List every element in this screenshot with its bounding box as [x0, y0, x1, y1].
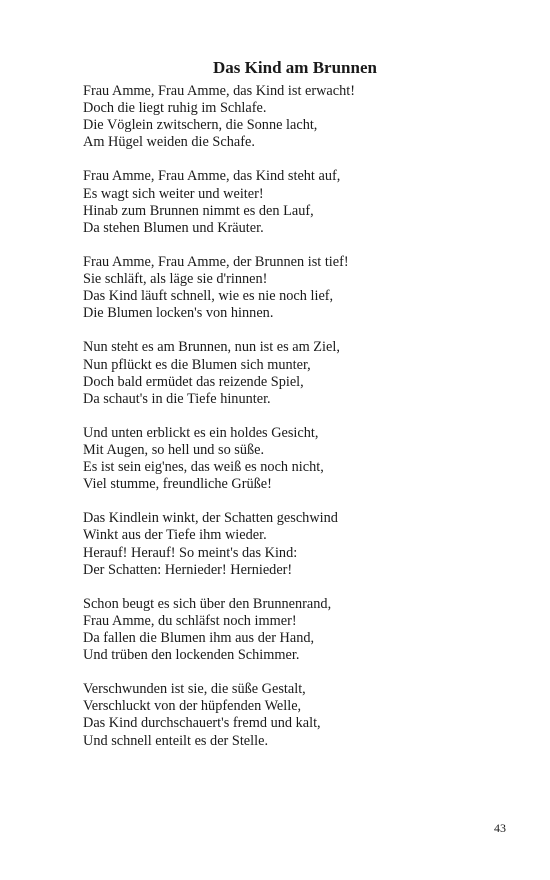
- verse-line: Da stehen Blumen und Kräuter.: [83, 219, 264, 236]
- verse-line: Nun pflückt es die Blumen sich munter,: [83, 356, 311, 373]
- stanza: [83, 168, 355, 236]
- stanza: [83, 339, 355, 407]
- stanza: [83, 254, 355, 322]
- verse-line: Winkt aus der Tiefe ihm wieder.: [83, 527, 267, 544]
- verse-line: Das Kind läuft schnell, wie es nie noch lief,: [83, 288, 334, 305]
- verse-line: Schon beugt es sich über den Brunnenrand,: [83, 595, 332, 612]
- verse-line: Viel stumme, freundliche Grüße!: [83, 476, 272, 493]
- stanza: [83, 596, 355, 664]
- stanza: [83, 681, 355, 749]
- verse-line: Frau Amme, Frau Amme, das Kind steht auf,: [83, 168, 341, 185]
- verse-line: Die Blumen locken's von hinnen.: [83, 305, 274, 322]
- verse-line: Und unten erblickt es ein holdes Gesicht,: [83, 424, 319, 441]
- verse-line: Sie schläft, als läge sie d'rinnen!: [83, 271, 268, 288]
- verse-line: Die Vöglein zwitschern, die Sonne lacht,: [83, 117, 318, 134]
- verse-line: Das Kind durchschauert's fremd und kalt,: [83, 715, 321, 732]
- verse-line: Und trüben den lockenden Schimmer.: [83, 647, 300, 664]
- verse-line: Mit Augen, so hell und so süße.: [83, 441, 265, 458]
- verse-line: Frau Amme, Frau Amme, das Kind ist erwacht!: [83, 83, 355, 99]
- verse-line: Da fallen die Blumen ihm aus der Hand,: [83, 630, 315, 646]
- verse-line: Frau Amme, du schläfst noch immer!: [83, 612, 297, 629]
- verse-line: Verschwunden ist sie, die süße Gestalt,: [83, 681, 306, 698]
- verse-line: Das Kindlein winkt, der Schatten geschwind: [83, 510, 338, 527]
- verse-line: Da schaut's in die Tiefe hinunter.: [83, 390, 271, 407]
- verse-line: Und schnell enteilt es der Stelle.: [83, 732, 269, 749]
- stanza: [83, 510, 355, 578]
- stanza: [83, 425, 355, 493]
- verse-line: Hinab zum Brunnen nimmt es den Lauf,: [83, 202, 314, 219]
- verse-line: Herauf! Herauf! So meint's das Kind:: [83, 544, 298, 561]
- verse-line: Frau Amme, Frau Amme, der Brunnen ist tief!: [83, 253, 349, 270]
- verse-line: Doch die liegt ruhig im Schlafe.: [83, 100, 267, 117]
- verse-line: Der Schatten: Hernieder! Hernieder!: [83, 561, 293, 578]
- verse-line: Verschluckt von der hüpfenden Welle,: [83, 698, 302, 715]
- poem-body: [83, 83, 355, 767]
- poem-title: Das Kind am Brunnen: [213, 58, 377, 77]
- verse-line: Nun steht es am Brunnen, nun ist es am Ziel,: [83, 339, 340, 356]
- verse-line: Doch bald ermüdet das reizende Spiel,: [83, 373, 304, 390]
- page-number: 43: [494, 821, 506, 835]
- verse-line: Es ist sein eig'nes, das weiß es noch nicht,: [83, 459, 324, 476]
- stanza: [83, 83, 355, 151]
- verse-line: Am Hügel weiden die Schafe.: [83, 134, 255, 151]
- verse-line: Es wagt sich weiter und weiter!: [83, 185, 264, 202]
